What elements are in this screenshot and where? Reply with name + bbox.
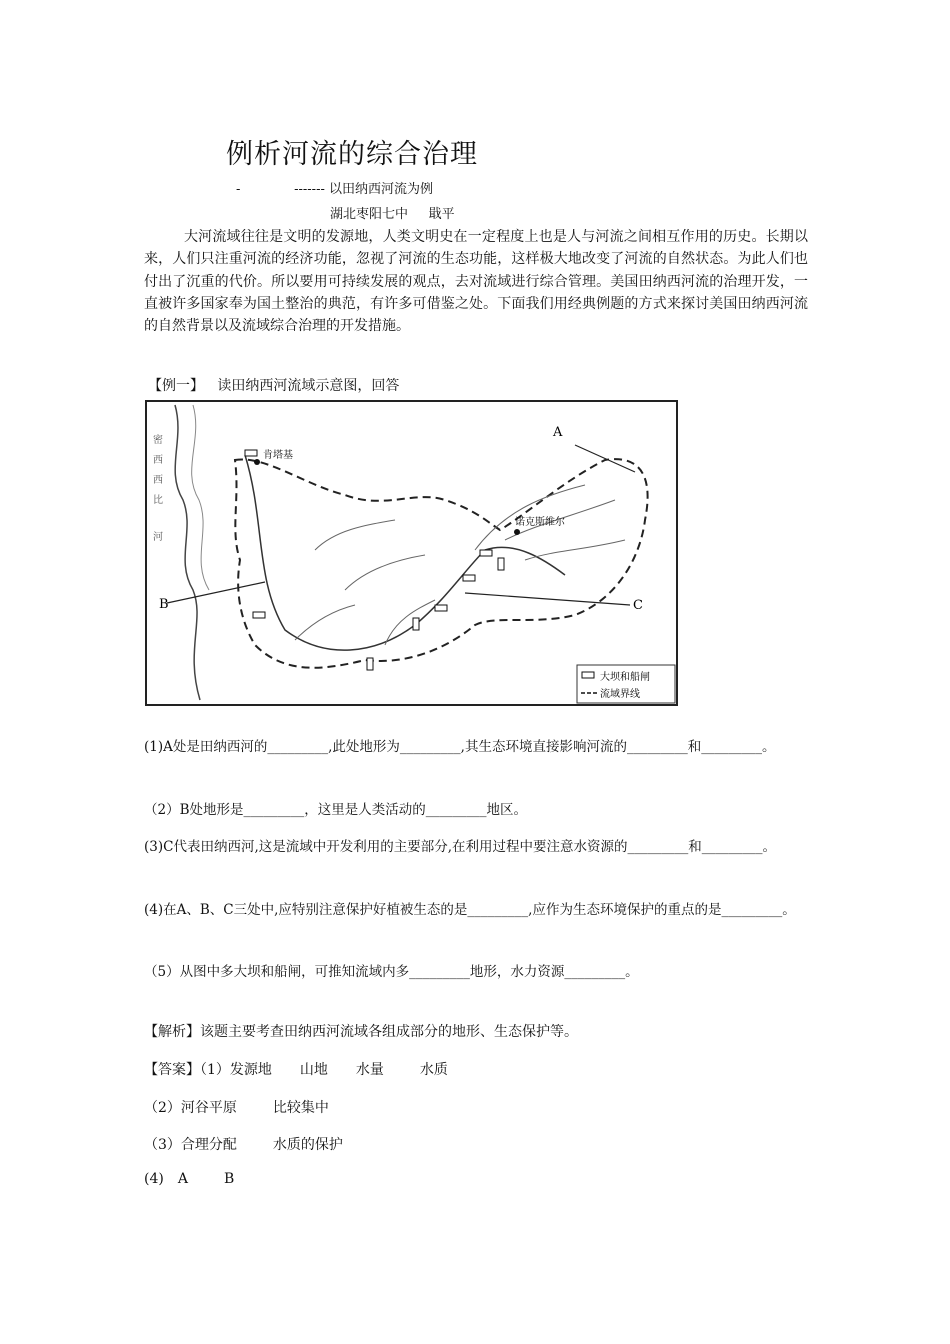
label-b: B: [159, 597, 169, 612]
answer-value: B: [223, 1171, 235, 1187]
question-2: （2）B处地形是_________，这里是人类活动的_________地区。: [144, 802, 528, 818]
question-3: (3)C代表田纳西河,这是流域中开发利用的主要部分,在利用过程中要注意水资源的_________和_________。: [144, 839, 777, 855]
answer-number: （2）: [144, 1100, 181, 1116]
intro-paragraph: 大河流域往往是文明的发源地，人类文明史在一定程度上也是人与河流之间相互作用的历史。长期以来，人们只注重河流的经济功能，忽视了河流的生态功能，这样极大地改变了河流的自然状态。为此人们也付出了沉重的代价。所以要用可持续发展的观点，去对流域进行综合管理。美国田纳西河流的治理开发，一直被许多国家奉为国土整治的典范，有许多可借鉴之处。下面我们用经典例题的方式来探讨美国田纳西河流的自然背景以及流域综合治理的开发措施。: [144, 229, 808, 335]
analysis-line: 【解析】该题主要考查田纳西河流域各组成部分的地形、生态保护等。: [144, 1024, 578, 1040]
answer-value: 水质: [419, 1062, 448, 1078]
dam-marker: [498, 558, 504, 570]
side-label: 西: [153, 455, 163, 466]
subtitle: - ------- 以田纳西河流为例: [236, 182, 433, 197]
answer-value: 发源地: [229, 1062, 272, 1078]
question-4: (4)在A、B、C三处中,应特别注意保护好植被生态的是_________,应作为生态环境保护的重点的是_________。: [144, 902, 796, 918]
answer-value: 水质的保护: [272, 1137, 343, 1153]
dam-marker: [435, 605, 447, 611]
legend-boundary-label: 流域界线: [600, 689, 640, 700]
page-title: 例析河流的综合治理: [226, 139, 478, 170]
question-5: （5）从图中多大坝和船闸，可推知流域内多_________地形，水力资源_________。: [144, 964, 639, 980]
answer-row-1: [144, 1059, 448, 1079]
answer-row-2: [144, 1097, 329, 1117]
label-c: C: [633, 598, 643, 613]
side-label: 比: [153, 495, 163, 506]
legend-dam-label: 大坝和船闸: [600, 672, 650, 683]
author-line: 湖北枣阳七中 戢平: [330, 207, 455, 222]
dam-marker: [253, 612, 265, 618]
question-1: (1)A处是田纳西河的_________,此处地形为_________,其生态环境直接影响河流的_________和_________。: [144, 739, 776, 755]
answer-value: 河谷平原: [180, 1100, 237, 1116]
city-dot-east: [514, 529, 520, 535]
example-heading: 【例一】 读田纳西河流域示意图，回答: [148, 378, 400, 394]
answer-row-4: [144, 1171, 234, 1187]
dam-marker: [463, 575, 475, 581]
side-label: 河: [153, 532, 163, 543]
answer-number: （1）: [200, 1062, 230, 1078]
city-west-label: 肯塔基: [263, 450, 293, 461]
label-a: A: [553, 425, 563, 440]
answer-value: 比较集中: [272, 1100, 329, 1116]
dam-marker: [413, 618, 419, 630]
answer-value: 水量: [355, 1062, 384, 1078]
answer-label: 【答案】: [144, 1062, 200, 1078]
dam-marker: [480, 550, 492, 556]
city-east-label: 诺克斯维尔: [515, 517, 565, 528]
dam-marker: [367, 658, 373, 670]
answer-value: A: [177, 1171, 188, 1187]
legend-dam-symbol: [582, 672, 594, 678]
map-frame: [146, 401, 677, 705]
answer-value: 合理分配: [180, 1137, 237, 1153]
answer-row-3: [144, 1134, 343, 1154]
side-label: 密: [153, 435, 163, 446]
tennessee-basin-map: [145, 400, 678, 706]
side-label: 西: [153, 475, 163, 486]
answer-value: 山地: [299, 1062, 328, 1078]
dam-marker: [245, 450, 257, 456]
answer-number: （3）: [144, 1137, 181, 1153]
city-dot-west: [254, 459, 260, 465]
answer-number: (4): [144, 1171, 164, 1187]
